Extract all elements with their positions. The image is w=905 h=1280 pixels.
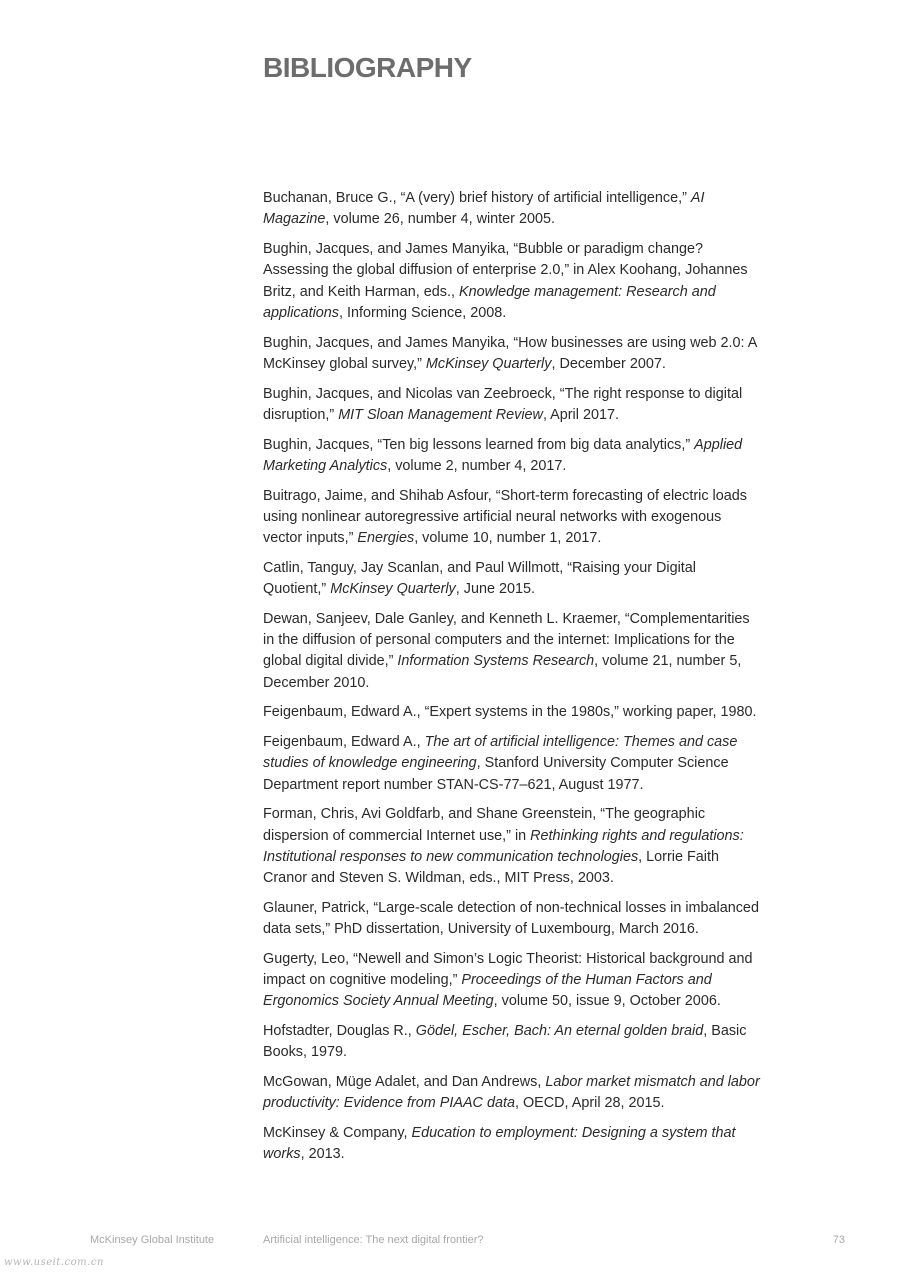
entry-italic-title: Energies (357, 530, 415, 547)
entry-text: Bughin, Jacques, and Nicolas van Zeebroeck, “The right response to digital disruption,” (263, 385, 743, 423)
entry-text: , April 2017. (542, 406, 619, 423)
footer-publisher: McKinsey Global Institute (90, 1234, 215, 1246)
entry-italic-title: Gödel, Escher, Bach: An eternal golden braid (415, 1023, 704, 1040)
footer-report-title: Artificial intelligence: The next digital frontier? (263, 1234, 484, 1246)
entry-text: Feigenbaum, Edward A., “Expert systems in the 1980s,” working paper, 1980. (263, 704, 757, 721)
entry-italic-title: Knowledge management: Research and applications (263, 283, 716, 321)
entry-text: , volume 10, number 1, 2017. (414, 530, 602, 547)
entry-text: , OECD, April 28, 2015. (514, 1095, 665, 1112)
entry-text: Bughin, Jacques, and James Manyika, “Bubble or paradigm change? Assessing the global diffusion of enterprise 2.0,” in Alex Koohang, Johannes Britz, and Keith Harman, eds., (263, 240, 748, 300)
entry-text: , Lorrie Faith Cranor and Steven S. Wildman, eds., MIT Press, 2003. (263, 848, 719, 887)
entry-text: Hofstadter, Douglas R., (263, 1023, 416, 1040)
bibliography-entry (263, 804, 763, 889)
entry-text: , 2013. (300, 1146, 345, 1163)
entry-text: Bughin, Jacques, “Ten big lessons learned from big data analytics,” (263, 436, 695, 453)
entry-text: Glauner, Patrick, “Large-scale detection of non-technical losses in imbalanced data sets,” PhD dissertation, University of Luxembourg, March 2016. (263, 899, 759, 938)
entry-italic-title: Information Systems Research (397, 653, 595, 670)
bibliography-entry (263, 1021, 763, 1064)
bibliography-entry (263, 435, 763, 478)
entry-text: McGowan, Müge Adalet, and Dan Andrews, (263, 1074, 546, 1091)
bibliography-entry (263, 732, 763, 796)
entry-text: , volume 50, issue 9, October 2006. (493, 993, 721, 1010)
entry-text: Buitrago, Jaime, and Shihab Asfour, “Short-term forecasting of electric loads using nonlinear autoregressive artificial neural networks with exogenous vector inputs,” (263, 487, 747, 547)
entry-text: , Informing Science, 2008. (339, 304, 507, 321)
entry-text: Bughin, Jacques, and James Manyika, “How businesses are using web 2.0: A McKinsey global survey,” (263, 334, 757, 372)
entry-text: , December 2007. (551, 355, 666, 372)
bibliography-entry (263, 486, 763, 550)
bibliography-entry (263, 1072, 763, 1115)
bibliography-entry (263, 898, 763, 941)
bibliography-entry (263, 1123, 763, 1166)
entry-italic-title: Education to employment: Designing a system that works (263, 1125, 736, 1163)
watermark: www.useit.com.cn (4, 1257, 104, 1268)
entry-text: , Basic Books, 1979. (263, 1023, 747, 1061)
entry-text: , June 2015. (455, 581, 535, 598)
entry-italic-title: Applied Marketing Analytics (263, 436, 743, 474)
bibliography-entry (263, 949, 763, 1013)
entry-italic-title: Labor market mismatch and labor productivity: Evidence from PIAAC data (263, 1074, 760, 1112)
page-number: 73 (832, 1234, 845, 1246)
entry-text: , volume 21, number 5, December 2010. (263, 653, 742, 691)
entry-text: Gugerty, Leo, “Newell and Simon’s Logic Theorist: Historical background and impact on cognitive modeling,” (263, 950, 753, 989)
entry-italic-title: Proceedings of the Human Factors and Ergonomics Society Annual Meeting (263, 972, 712, 1010)
bibliography-entry (263, 558, 763, 601)
entry-text: Feigenbaum, Edward A., (263, 734, 425, 751)
bibliography-entry (263, 384, 763, 427)
entry-text: , volume 26, number 4, winter 2005. (325, 211, 555, 228)
entry-italic-title: Rethinking rights and regulations: Institutional responses to new communication technologies (263, 827, 744, 865)
bibliography-entry (263, 702, 763, 723)
bibliography-entry (263, 333, 763, 376)
entry-italic-title: The art of artificial intelligence: Themes and case studies of knowledge engineering (263, 734, 738, 772)
entry-italic-title: MIT Sloan Management Review (338, 406, 543, 423)
entry-text: Catlin, Tanguy, Jay Scanlan, and Paul Willmott, “Raising your Digital Quotient,” (263, 559, 696, 598)
bibliography-entry (263, 609, 763, 694)
entry-text: Buchanan, Bruce G., “A (very) brief history of artificial intelligence,” (263, 190, 691, 206)
bibliography-entry (263, 239, 763, 324)
entry-text: , volume 2, number 4, 2017. (387, 457, 567, 474)
entry-italic-title: McKinsey Quarterly (425, 355, 552, 372)
entry-italic-title: AI Magazine (263, 190, 705, 228)
bibliography-list (263, 188, 763, 1174)
entry-text: , Stanford University Computer Science Department report number STAN-CS-77–621, August 1977. (263, 755, 729, 793)
entry-italic-title: McKinsey Quarterly (330, 581, 456, 598)
entry-text: Dewan, Sanjeev, Dale Ganley, and Kenneth L. Kraemer, “Complementarities in the diffusion of personal computers and the internet: Implications for the global digital divide,” (263, 610, 750, 670)
entry-text: Forman, Chris, Avi Goldfarb, and Shane Greenstein, “The geographic dispersion of commercial Internet use,” in (263, 806, 706, 844)
bibliography-entry (263, 188, 763, 231)
page-title: BIBLIOGRAPHY (263, 52, 472, 83)
entry-text: McKinsey & Company, (263, 1125, 412, 1142)
